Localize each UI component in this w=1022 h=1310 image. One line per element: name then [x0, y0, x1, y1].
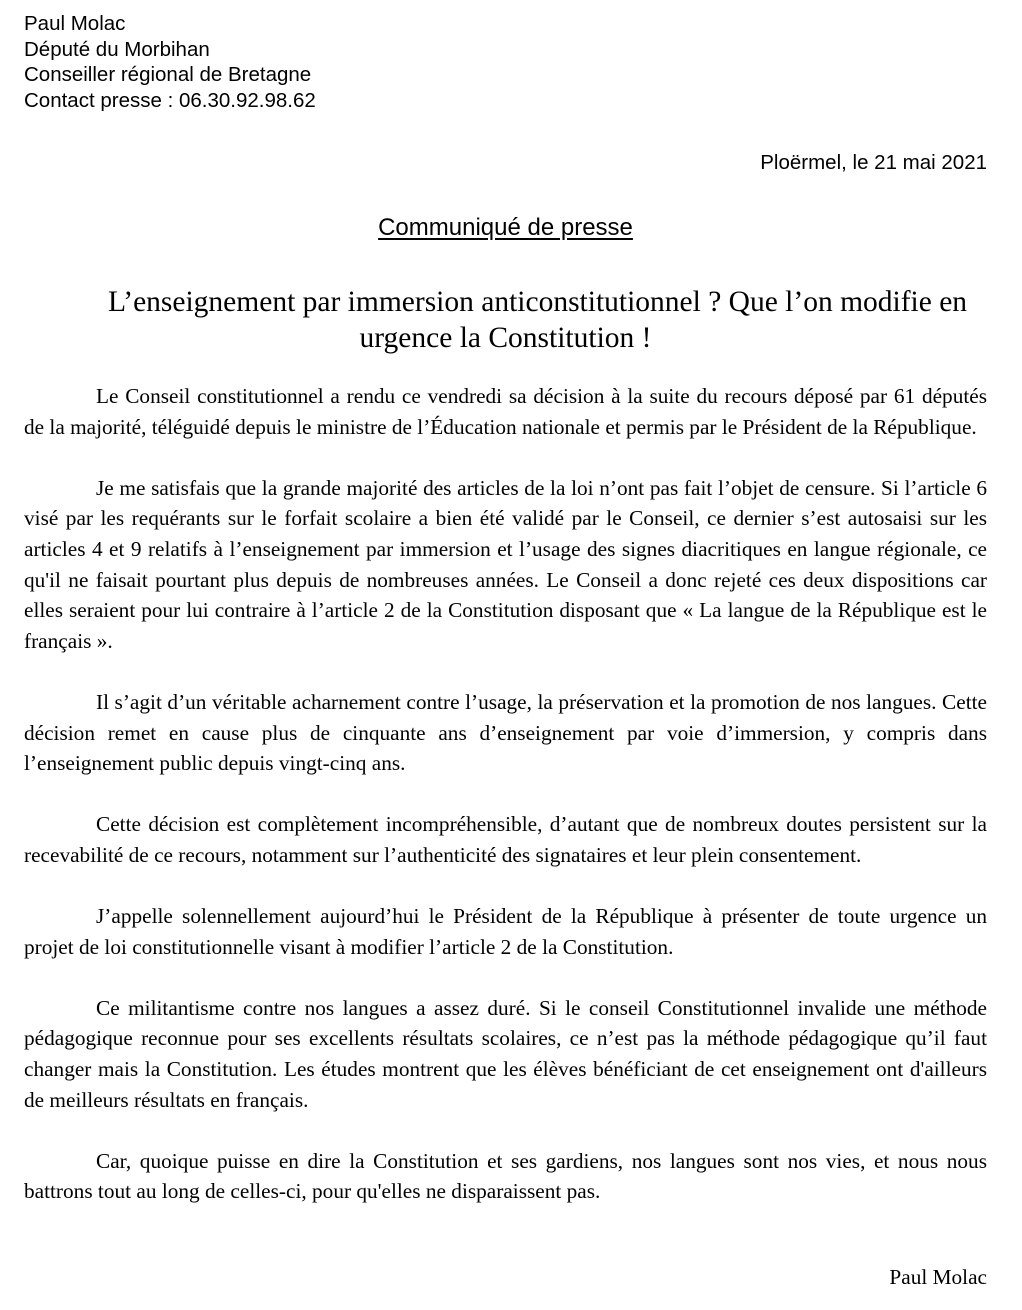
paragraph: Car, quoique puisse en dire la Constitution et ses gardiens, nos langues sont nos vies, et nous nous battrons tout au long de celles-ci, pour qu'elles ne disparaissent pas.: [24, 1148, 987, 1204]
paragraph: Le Conseil constitutionnel a rendu ce vendredi sa décision à la suite du recours déposé par 61 députés de la majorité, téléguidé depuis le ministre de l’Éducation nationale et permis par le Président de la République.: [24, 384, 987, 439]
paragraph: Ce militantisme contre nos langues a assez duré. Si le conseil Constitutionnel invalide une méthode pédagogique reconnue pour ses excellents résultats scolaires, ce n’est pas la méthode pédagogique qu’il faut changer mais la Constitution. Les études montrent que les élèves bénéficiant de cet enseignement ont d'ailleurs de meilleurs résultats en français.: [24, 995, 987, 1112]
sender-block: [24, 11, 316, 113]
headline: L’enseignement par immersion anticonstitutionnel ? Que l’on modifie en urgence la Constitution !: [107, 286, 968, 354]
sender-contact: Contact presse : 06.30.92.98.62: [24, 88, 316, 112]
paragraph: Je me satisfais que la grande majorité des articles de la loi n’ont pas fait l’objet de censure. Si l’article 6 visé par les requérants sur le forfait scolaire a bien été validé par le Conseil, ce dernier s’est autosaisi sur les articles 4 et 9 relatifs à l’enseignement par immersion et l’usage des signes diacritiques en langue régionale, ce qu'il ne faisait pourtant plus depuis de nombreuses années. Le Conseil a donc rejeté ces deux dispositions car elles seraient pour lui contraire à l’article 2 de la Constitution disposant que « La langue de la République est le français ».: [24, 475, 987, 653]
sender-role: Conseiller régional de Bretagne: [24, 63, 312, 86]
dateline: Ploërmel, le 21 mai 2021: [760, 151, 987, 174]
paragraph: Cette décision est complètement incompréhensible, d’autant que de nombreux doutes persistent sur la recevabilité de ce recours, notamment sur l’authenticité des signataires et leur plein consentement.: [24, 812, 987, 867]
body-text: [24, 381, 987, 1238]
sender-title: Député du Morbihan: [24, 37, 210, 61]
sender-name: Paul Molac: [24, 12, 126, 35]
paragraph: Il s’agit d’un véritable acharnement contre l’usage, la préservation et la promotion de nos langues. Cette décision remet en cause plus de cinquante ans d’enseignement par voie d’immersion, y compris dans l’enseignement public depuis vingt-cinq ans.: [24, 689, 987, 776]
paragraph: J’appelle solennellement aujourd’hui le Président de la République à présenter de toute urgence un projet de loi constitutionnelle visant à modifier l’article 2 de la Constitution.: [24, 904, 987, 959]
document-type-heading: Communiqué de presse: [378, 214, 633, 241]
signature: Paul Molac: [889, 1265, 987, 1289]
